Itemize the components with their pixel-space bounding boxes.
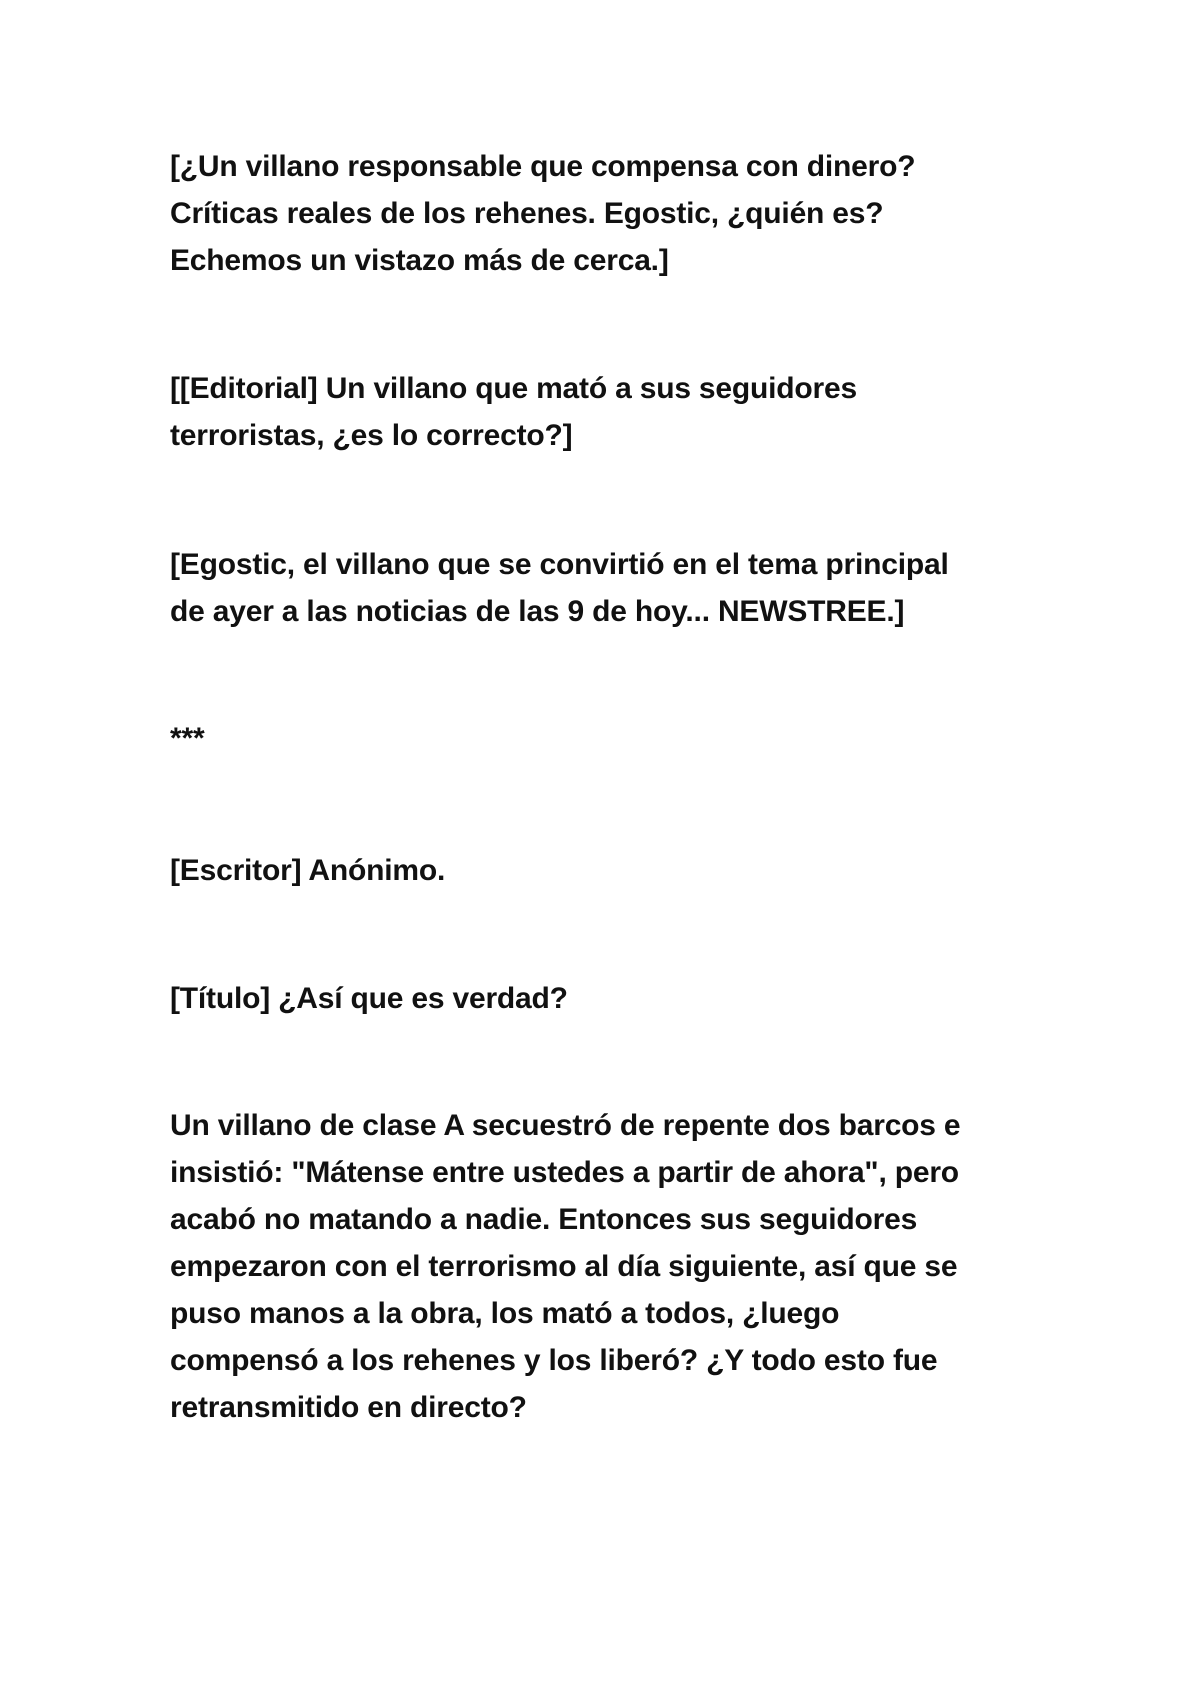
writer-line: [Escritor] Anónimo. bbox=[170, 854, 446, 887]
body-line: retransmitido en directo? bbox=[170, 1391, 527, 1424]
headline-line: terroristas, ¿es lo correcto?] bbox=[170, 419, 573, 452]
body-line: acabó no matando a nadie. Entonces sus seguidores bbox=[170, 1203, 918, 1236]
body-line: empezaron con el terrorismo al día siguiente, así que se bbox=[170, 1250, 958, 1283]
body-line: compensó a los rehenes y los liberó? ¿Y todo esto fue bbox=[170, 1344, 938, 1377]
headline-line: Críticas reales de los rehenes. Egostic, ¿quién es? bbox=[170, 197, 884, 230]
body-line: Un villano de clase A secuestró de repente dos barcos e bbox=[170, 1109, 961, 1142]
body-line: insistió: "Mátense entre ustedes a partir de ahora", pero bbox=[170, 1156, 959, 1189]
headline-line: [¿Un villano responsable que compensa con dinero? bbox=[170, 150, 916, 183]
headline-line: [[Editorial] Un villano que mató a sus seguidores bbox=[170, 372, 857, 405]
title-line: [Título] ¿Así que es verdad? bbox=[170, 982, 568, 1015]
section-separator: *** bbox=[170, 722, 205, 755]
headline-hostages-review bbox=[170, 143, 1050, 284]
headline-newstree bbox=[170, 541, 1050, 635]
body-line: puso manos a la obra, los mató a todos, ¿luego bbox=[170, 1297, 840, 1330]
headline-line: [Egostic, el villano que se convirtió en el tema principal bbox=[170, 548, 949, 581]
headline-line: Echemos un vistazo más de cerca.] bbox=[170, 244, 669, 277]
headline-line: de ayer a las noticias de las 9 de hoy... NEWSTREE.] bbox=[170, 595, 905, 628]
body-paragraph bbox=[170, 1102, 1050, 1431]
headline-editorial bbox=[170, 365, 1050, 459]
